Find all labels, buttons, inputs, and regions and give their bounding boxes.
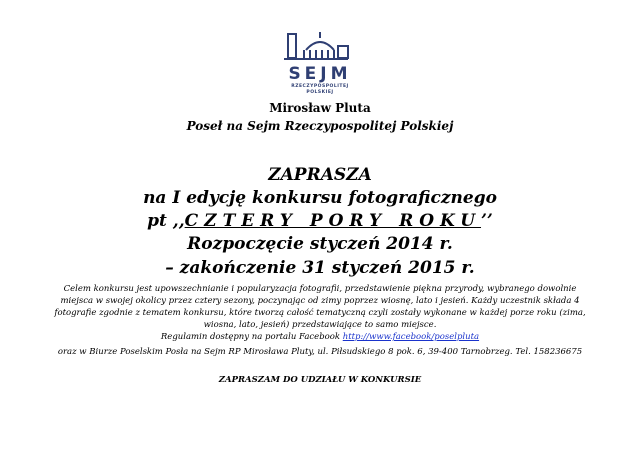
body-text-line: miejsca w swojej okolicy przez cztery sezony, poczynając od zimy poprzez wiosnę, lato i jesień. Każdy uczestnik składa 4 — [60, 296, 580, 306]
logo-wordmark: SEJM — [288, 64, 352, 84]
headline-start-date: Rozpoczęcie styczeń 2014 r. — [187, 234, 453, 254]
body-text-line: Celem konkursu jest upowszechnianie i popularyzacja fotografii, przedstawienie piękna przyrody, wybranego dowolnie — [63, 284, 577, 294]
headline-invites: ZAPRASZA — [268, 165, 372, 185]
contest-title-suffix: ’’ — [481, 211, 493, 231]
facebook-link[interactable]: http://www.facebook/poselpluta — [342, 332, 480, 342]
body-text-line: fotografie zgodnie z tematem konkursu, które tworzą całość tematyczną czyli zostały wykonane w każdej porze roku (zima, — [54, 308, 586, 318]
contest-title: CZTERY PORY ROKU — [184, 211, 482, 231]
contest-title-prefix: pt ,, — [147, 211, 185, 231]
closing-invitation: ZAPRASZAM DO UDZIAŁU W KONKURSIE — [218, 375, 422, 385]
rules-text: Regulamin dostępny na portalu Facebook — [160, 332, 343, 342]
headline-contest-title — [0, 211, 640, 231]
logo-subtitle-line1: RZECZYPOSPOLITEJ — [291, 84, 349, 89]
logo-subtitle-line2: POLSKIEJ — [306, 90, 334, 95]
headline-contest-edition: na I edycję konkursu fotograficznego — [143, 188, 497, 208]
headline-end-date: – zakończenie 31 styczeń 2015 r. — [165, 258, 475, 278]
mp-name: Mirosław Pluta — [269, 101, 371, 115]
mp-office: Poseł na Sejm Rzeczypospolitej Polskiej — [186, 119, 454, 133]
rules-line — [0, 331, 640, 343]
office-address-line: oraz w Biurze Poselskim Posła na Sejm RP Mirosława Pluty, ul. Piłsudskiego 8 pok. 6, 39-400 Tarnobrzeg. Tel. 158236675 — [57, 347, 583, 357]
body-text-line: wiosna, lato, jesień) przedstawiające to samo miejsce. — [203, 320, 437, 330]
